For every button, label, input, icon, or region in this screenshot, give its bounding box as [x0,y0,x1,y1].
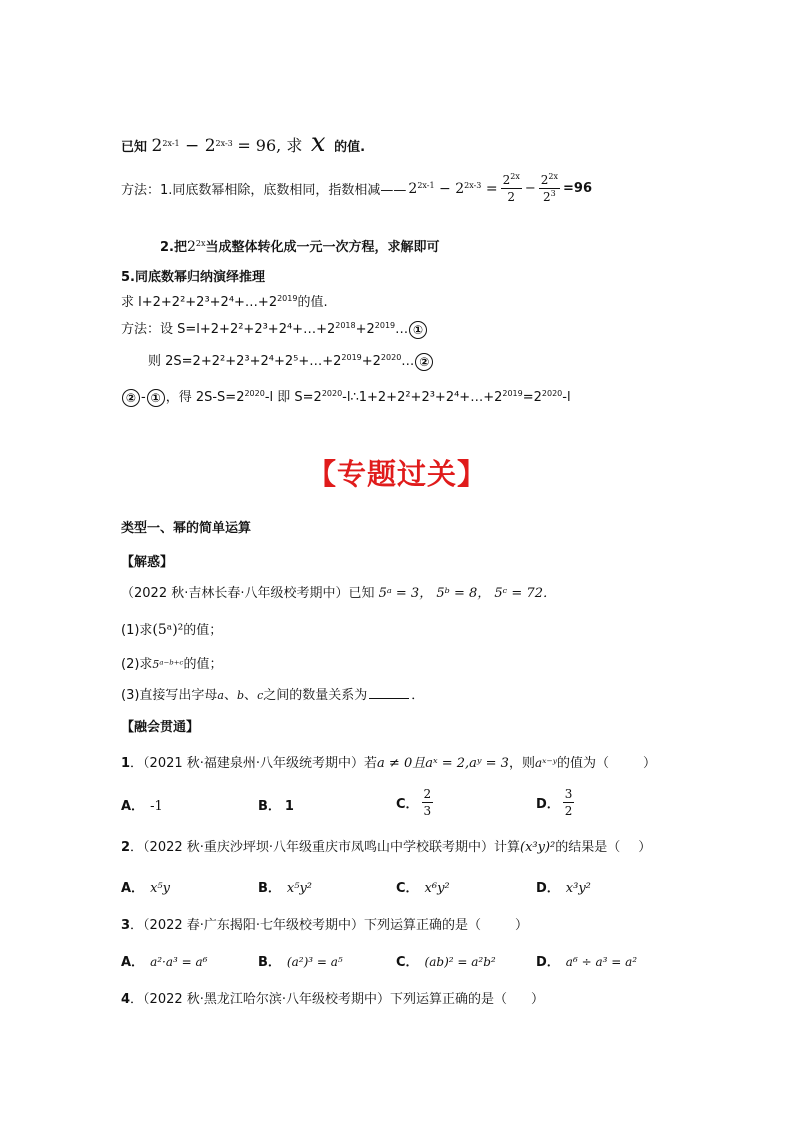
option-value: x⁵y² [286,881,313,896]
given-c: 5ᶜ = 72． [494,586,556,601]
intro-var: x [310,128,326,158]
q2-option-d[interactable] [536,877,591,896]
option-label: A． [121,881,145,896]
method2-prefix: 2.把 [160,240,187,255]
step3-exp3: 2019 [502,389,523,398]
option-value: a²·a³ = a⁶ [150,955,208,969]
q-stem-pre: ．（2022 春·广东揭阳·七年级校考期中）下列运算正确的是（ [130,918,482,933]
step3-b: -l 即 S=2 [264,390,322,405]
section5-step3 [121,386,571,407]
intro-line [121,128,365,158]
q1-option-c[interactable] [396,786,436,819]
q3-option-b[interactable] [258,951,343,970]
q-stem-end: ） [638,840,652,855]
step3-a: ，得 2S-S=2 [165,390,245,405]
step1-post: … [395,322,409,337]
step1-pre: 方法：设 S=l+2+2²+2³+2⁴+…+2 [121,322,336,337]
type1-heading: 类型一、幂的简单运算 [121,521,252,536]
q2-post: 的值； [183,657,223,672]
q-stem-math2: aˣ⁻ʸ [534,756,557,770]
q3-option-a[interactable] [121,951,207,970]
step2-post: … [401,354,415,369]
option-label: A． [121,799,145,814]
q3-c: c [257,689,264,702]
q2-option-a[interactable] [121,877,170,896]
option-label: D． [536,797,560,812]
q1-option-b[interactable] [258,795,294,814]
section5-step2 [148,350,434,371]
option-label: B． [258,799,281,814]
type1-q3 [121,684,424,703]
circle-two: ② [415,353,433,371]
step2-mid: +2 [361,354,381,369]
option-num: 2 [423,787,432,801]
option-value: 1 [284,799,294,814]
q3-option-d[interactable] [536,951,637,970]
option-den: 3 [423,804,432,818]
method1-expr: $2^{2x-1} - 2^{2x-3}$ = [408,180,498,197]
section5-question-post: 的值. [297,295,328,310]
section5-question [121,291,328,310]
tag-explain: 【解惑】 [121,555,174,570]
type1-q1 [121,619,222,638]
q3-sep1: 、 [223,688,237,703]
q3-b: b [237,689,245,702]
option-label: C． [396,881,419,896]
option-value: x⁶y² [424,881,450,896]
step3-exp2: 2020 [321,389,343,398]
section5-question-exp: 2019 [277,294,298,303]
option-value: a⁶ ÷ a³ = a² [565,955,638,969]
page-title: 【专题过关】 [306,457,487,491]
q3-end: ． [411,688,425,703]
circle-one: ① [409,321,427,339]
option-value: x³y² [565,881,591,896]
step2-pre: 则 2S=2+2²+2³+2⁴+2⁵+…+2 [148,354,342,369]
option-label: D． [536,955,560,970]
problem-intro: （2022 秋·吉林长春·八年级校考期中）已知 [121,586,375,601]
question-3 [121,914,528,933]
q2-pre: (2)求 [121,657,153,672]
option-label: B． [258,955,281,970]
q-number: 4 [121,992,131,1007]
q1-option-a[interactable] [121,795,163,814]
option-label: D． [536,881,560,896]
q-stem-end: ） [642,756,656,771]
step2-exp-b: 2020 [380,353,402,362]
intro-tail: 的值. [334,140,366,155]
q-stem-pre: ．（2022 秋·黑龙江哈尔滨·八年级校考期中）下列运算正确的是（ [130,992,508,1007]
q-stem-math: (x³y)² [520,840,556,855]
step3-exp4: 2020 [541,389,563,398]
step1-exp-a: 2018 [335,321,356,330]
step3-c: -l∴1+2+2²+2³+2⁴+…+2 [342,390,503,405]
circle-one-b: ① [147,389,165,407]
type1-q2 [121,653,222,672]
q3-sep2: 、 [244,688,258,703]
question-1 [121,752,656,771]
q-stem-pre: ．（2021 秋·福建泉州·八年级统考期中）若 [130,756,378,771]
method1-frac2: $\frac{2^{2x}}{2^3}$ [540,172,558,204]
q3-pre: (3)直接写出字母 [121,688,218,703]
step1-mid: +2 [355,322,375,337]
step3-e: -l [562,390,571,405]
q-stem-end: ） [515,918,529,933]
tag-fusion: 【融会贯通】 [121,720,200,735]
given-b: 5ᵇ = 8， [436,586,491,601]
option-label: C． [396,955,419,970]
option-value: (a²)³ = a⁵ [286,955,343,969]
q2-option-c[interactable] [396,877,450,896]
type1-problem [121,582,556,601]
q3-answer-blank[interactable] [369,686,409,699]
section5-heading: 5.同底数幂归纳演绎推理 [121,270,265,285]
method1-frac1: $\frac{2^{2x}}{2}$ [502,172,520,204]
method2-suffix: 当成整体转化成一元一次方程，求解即可 [205,240,440,255]
circle-two-b: ② [122,389,140,407]
q1-pre: (1)求 [121,623,153,638]
step3-d: =2 [522,390,542,405]
q-number: 1 [121,756,131,771]
section5-question-pre: 求 l+2+2²+2³+2⁴+…+2 [121,295,278,310]
q3-post: 之间的数量关系为 [263,688,368,703]
q3-option-c[interactable] [396,951,496,970]
q-stem-pre: ．（2022 秋·重庆沙坪坝·八年级重庆市凤鸣山中学校联考期中）计算 [130,840,521,855]
given-a: 5ᵃ = 3， [378,586,433,601]
q-stem-end: ） [531,992,545,1007]
method1-label: 方法：1.同底数幂相除，底数相同，指数相减—— [121,183,407,198]
method2-expr: $2^{2x}$ [186,239,206,255]
option-den: 2 [564,804,573,818]
q-stem-math: a ≠ 0且aˣ = 2,aʸ = 3 [377,756,509,771]
q1-option-d[interactable] [536,786,577,819]
q1-post: 的值； [183,623,223,638]
q2-expr: 5ᵃ⁻ᵇ⁺ᶜ [152,658,184,671]
method1-line: 方法：1.同底数幂相除，底数相同，指数相减—— $2^{2x-1} - 2^{2x-3}$ = $\frac{2^{2x}}{2}$ − $\frac{2^{2x}}{2^3}$ =96 [121,172,592,204]
intro-equation: $2^{2x-1} - 2^{2x-3}$ [151,136,233,156]
option-value: (ab)² = a²b² [424,955,496,969]
question-2 [121,836,651,855]
intro-equation-tail: = 96, 求 [237,136,303,155]
q3-a: a [217,689,224,702]
section5-step1 [121,318,428,339]
q-number: 3 [121,918,131,933]
q-stem-mid: ，则 [508,756,535,771]
option-label: A． [121,955,145,970]
q-number: 2 [121,840,131,855]
q-stem-post: 的值为（ [556,756,609,771]
intro-lead: 已知 [121,140,148,155]
option-label: B． [258,881,281,896]
question-4 [121,988,544,1007]
step1-exp-b: 2019 [374,321,396,330]
option-num: 3 [564,787,573,801]
method1-result: =96 [563,181,592,196]
method2-line [160,236,440,255]
option-value: -1 [150,799,163,814]
step2-exp-a: 2019 [341,353,362,362]
step3-exp1: 2020 [244,389,265,398]
q1-expr: (5ᵃ)² [152,622,184,638]
q2-option-b[interactable] [258,877,312,896]
q-stem-post: 的结果是（ [555,840,621,855]
option-value: x⁵y [150,881,170,896]
option-label: C． [396,797,419,812]
step3-dash: - [141,390,146,405]
